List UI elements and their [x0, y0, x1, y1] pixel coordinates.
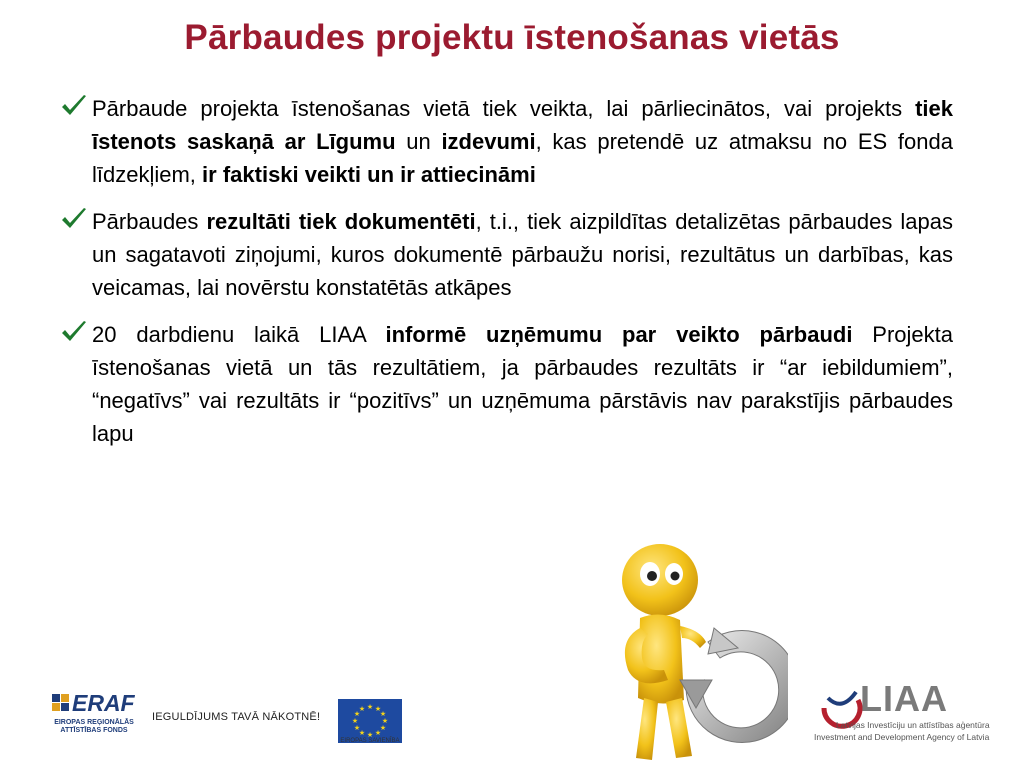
bullet-text	[92, 92, 953, 191]
svg-text:★: ★	[379, 724, 387, 732]
bullet-text-segment: Pārbaude projekta īstenošanas vietā tiek veikta, lai pārliecinātos, vai projekts	[92, 96, 916, 121]
bullet-text-bold: rezultāti tiek dokumentēti	[206, 209, 476, 234]
svg-text:★: ★	[374, 705, 382, 713]
svg-text:★: ★	[358, 729, 366, 737]
svg-text:★: ★	[353, 710, 361, 718]
eu-caption: EIROPAS SAVIENĪBA	[340, 738, 400, 744]
eraf-logo-text: ERAF	[72, 690, 135, 716]
eraf-caption: EIROPAS REĢIONĀLĀS ATTĪSTĪBAS FONDS	[54, 719, 134, 734]
svg-text:★: ★	[374, 729, 382, 737]
bullet-text-segment: un	[395, 129, 442, 154]
checkmark-icon	[60, 94, 88, 118]
liaa-caption-lv: Latvijas Investīciju un attīstības aģentūra	[836, 720, 990, 730]
bullet-text-segment: Projekta īstenošanas vietā un tās rezultātiem, ja pārbaudes rezultāts ir “ar iebildumiem”, “negatīvs” vai rezultāts ir “pozitīvs” un uzņēmuma pārstāvis nav parakstījis pārbaudes lapu	[92, 322, 954, 446]
bullet-item	[60, 205, 953, 304]
mascot-figure-image	[588, 530, 788, 768]
bullet-text-segment: , kas pretendē uz atmaksu no ES fonda līdzekļiem,	[92, 129, 953, 187]
svg-text:★: ★	[381, 717, 389, 725]
bullet-item	[60, 92, 953, 191]
svg-text:★: ★	[358, 705, 366, 713]
svg-text:★: ★	[366, 731, 374, 739]
svg-text:★: ★	[351, 717, 359, 725]
bullet-text-bold: informē uzņēmumu par veikto pārbaudi	[385, 322, 853, 347]
bullet-text-bold: izdevumi	[441, 129, 536, 154]
svg-text:★: ★	[379, 710, 387, 718]
liaa-logo-text: LIAA	[860, 678, 948, 719]
footer-slogan: IEGULDĪJUMS TAVĀ NĀKOTNĒ!	[152, 711, 321, 723]
bullet-text-segment: 20 darbdienu laikā LIAA	[92, 322, 386, 347]
slide-title: Pārbaudes projektu īstenošanas vietās	[184, 18, 840, 57]
bullet-text-segment: Pārbaudes	[92, 209, 207, 234]
checkmark-icon	[60, 320, 88, 344]
svg-text:★: ★	[353, 724, 361, 732]
checkmark-icon	[60, 207, 88, 231]
bullet-text-bold: ir faktiski veikti un ir attiecināmi	[202, 162, 536, 187]
bullet-list	[60, 92, 953, 464]
bullet-text-bold: tiek īstenots saskaņā ar Līgumu	[92, 96, 953, 154]
bullet-text	[92, 318, 953, 450]
liaa-caption-en: Investment and Development Agency of Latvia	[814, 732, 990, 742]
bullet-text-segment: , t.i., tiek aizpildītas detalizētas pārbaudes lapas un sagatavoti ziņojumi, kuros dokumentē pārbaužu norisi, rezultātus un darbības, kas veicamas, lai novērstu konstatētās atkāpes	[92, 209, 953, 300]
bullet-text	[92, 205, 953, 304]
bullet-item	[60, 318, 953, 450]
svg-text:★: ★	[366, 703, 374, 711]
